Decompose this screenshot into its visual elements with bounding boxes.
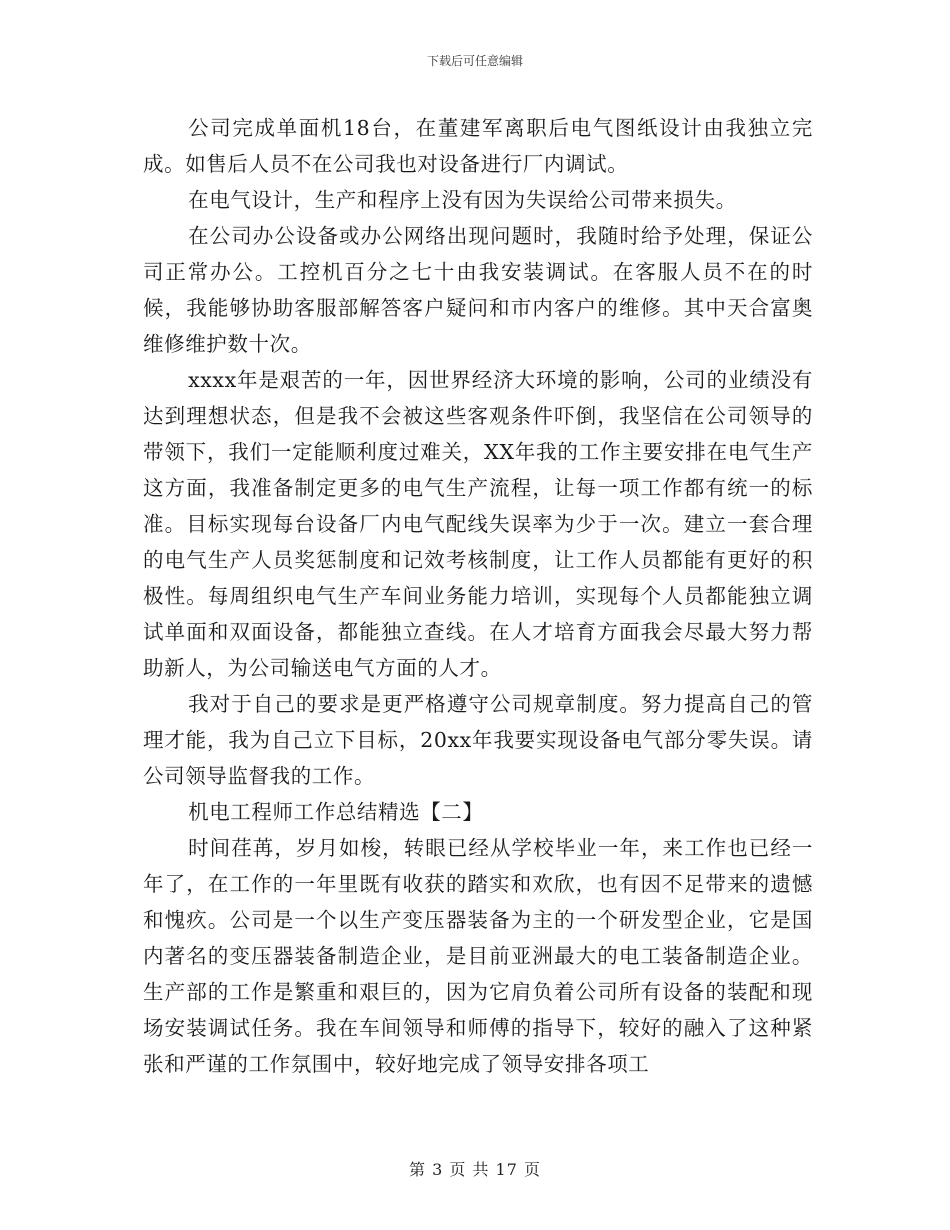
paragraph: 在公司办公设备或办公网络出现问题时，我随时给予处理，保证公司正常办公。工控机百分之七十由我安装调试。在客服人员不在的时候，我能够协助客服部解答客户疑问和市内客户的维修。其中天合富奥维修维护数十次。 [143, 224, 813, 356]
page-header: 下载后可任意编辑 [426, 54, 523, 68]
paragraph: 时间荏苒，岁月如梭，转眼已经从学校毕业一年，来工作也已经一年了，在工作的一年里既有收获的踏实和欢欣，也有因不足带来的遗憾和愧疚。公司是一个以生产变压器装备为主的一个研发型企业，它是国内著名的变压器装备制造企业，是目前亚洲最大的电工装备制造企业。生产部的工作是繁重和艰巨的，因为它肩负着公司所有设备的装配和现场安装调试任务。我在车间领导和师傅的指导下，较好的融入了这种紧张和严谨的工作氛围中，较好地完成了领导安排各项工 [143, 836, 813, 1076]
section-heading: 机电工程师工作总结精选【二】 [188, 800, 484, 824]
paragraph: 在电气设计，生产和程序上没有因为失误给公司带来损失。 [188, 188, 737, 212]
paragraph: 公司完成单面机18台，在董建军离职后电气图纸设计由我独立完成。如售后人员不在公司我也对设备进行厂内调试。 [143, 116, 813, 176]
paragraph: xxxx年是艰苦的一年，因世界经济大环境的影响，公司的业绩没有达到理想状态，但是我不会被这些客观条件吓倒，我坚信在公司领导的带领下，我们一定能顺利度过难关，XX年我的工作主要安排在电气生产这方面，我准备制定更多的电气生产流程，让每一项工作都有统一的标准。目标实现每台设备厂内电气配线失误率为少于一次。建立一套合理的电气生产人员奖惩制度和记效考核制度，让工作人员都能有更好的积极性。每周组织电气生产车间业务能力培训，实现每个人员都能独立调试单面和双面设备，都能独立查线。在人才培育方面我会尽最大努力帮助新人，为公司输送电气方面的人才。 [143, 368, 813, 680]
document-body [143, 110, 813, 1082]
page-number-footer: 第 3 页 共 17 页 [409, 1160, 541, 1179]
paragraph: 我对于自己的要求是更严格遵守公司规章制度。努力提高自己的管理才能，我为自己立下目标，20xx年我要实现设备电气部分零失误。请公司领导监督我的工作。 [143, 692, 813, 788]
